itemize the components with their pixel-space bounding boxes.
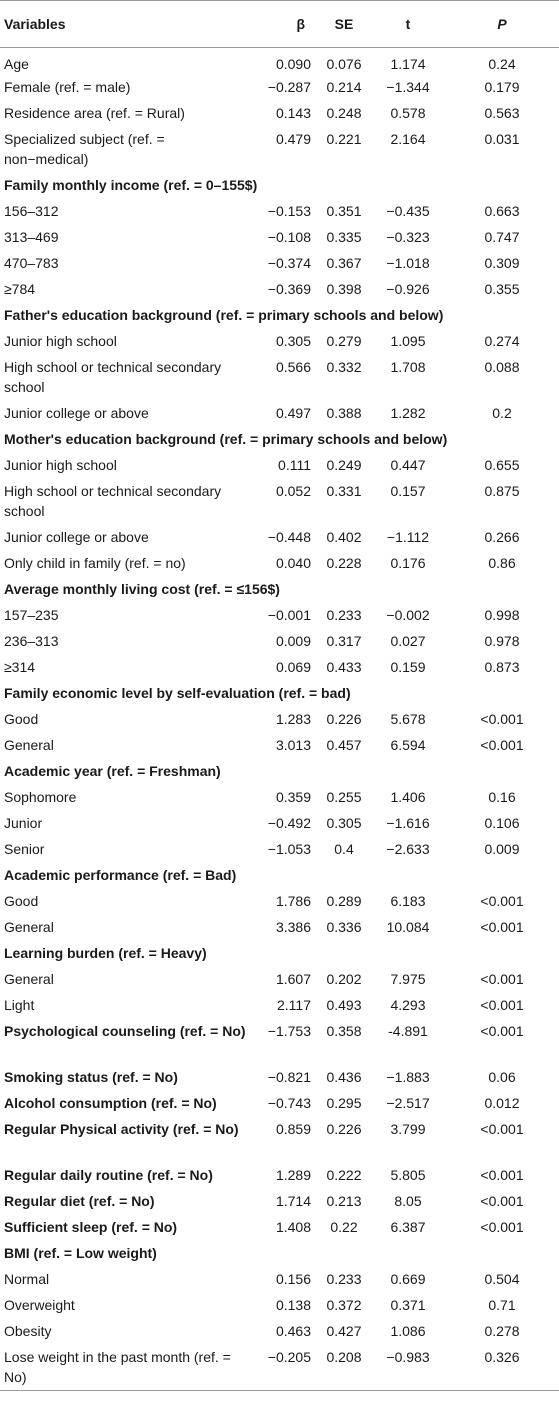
p-cell: 0.326	[445, 1344, 559, 1390]
table-row	[0, 966, 559, 992]
table-body	[0, 48, 559, 1391]
table-row	[0, 478, 559, 524]
p-cell: 0.309	[484, 255, 520, 271]
table-row	[0, 1318, 559, 1344]
p-cell: 0.747	[484, 229, 520, 245]
table-row	[0, 992, 559, 1018]
p-cell: <0.001	[480, 737, 524, 753]
p-cell: 0.998	[484, 607, 520, 623]
variable-cell: Senior	[4, 841, 45, 857]
p-cell: 0.873	[484, 659, 520, 675]
variable-cell: 470–783	[4, 255, 59, 271]
p-cell: <0.001	[480, 1121, 524, 1137]
header-row	[0, 1, 559, 48]
se-cell: 0.214	[326, 79, 362, 95]
p-cell: 0.106	[484, 815, 520, 831]
table-row	[0, 1292, 559, 1318]
beta-cell: 0.009	[275, 633, 311, 649]
t-cell: 0.159	[390, 659, 426, 675]
beta-cell: 1.283	[275, 711, 311, 727]
t-cell: 8.05	[394, 1193, 422, 1209]
p-cell: 0.663	[484, 203, 520, 219]
t-cell: −0.435	[386, 203, 430, 219]
p-cell: 0.655	[484, 457, 520, 473]
p-cell: 0.71	[488, 1297, 516, 1313]
t-cell: −2.633	[386, 841, 430, 857]
beta-cell: 0.859	[275, 1121, 311, 1137]
t-cell: 1.282	[390, 405, 426, 421]
section-row	[0, 940, 559, 966]
table-row	[0, 524, 559, 550]
t-cell: 0.669	[390, 1271, 426, 1287]
beta-cell: 1.786	[275, 893, 311, 909]
p-cell: 0.355	[484, 281, 520, 297]
variable-cell: Junior college or above	[4, 529, 149, 545]
t-cell: −2.517	[386, 1095, 430, 1111]
table-row	[0, 126, 559, 172]
t-cell: 1.086	[390, 1323, 426, 1339]
p-cell: 0.978	[484, 633, 520, 649]
se-cell: 0.351	[326, 203, 362, 219]
t-cell: 2.164	[390, 131, 426, 147]
beta-cell: −1.753	[267, 1023, 311, 1039]
table-row	[0, 836, 559, 862]
beta-cell: −0.287	[267, 79, 311, 95]
table-row	[0, 354, 559, 400]
variable-cell: ≥314	[4, 659, 36, 675]
section-row	[0, 172, 559, 198]
p-cell: 0.504	[484, 1271, 520, 1287]
t-cell: 5.805	[390, 1167, 426, 1183]
variable-cell: High school or technical secondary school	[4, 359, 222, 395]
beta-cell: 0.359	[275, 789, 311, 805]
p-cell: 0.2	[492, 405, 512, 421]
t-cell: 0.447	[390, 457, 426, 473]
t-cell: 7.975	[390, 971, 426, 987]
se-cell: 0.358	[326, 1023, 362, 1039]
table-row	[0, 74, 559, 100]
se-cell: 0.336	[326, 919, 362, 935]
table-row	[0, 810, 559, 836]
t-cell: −0.926	[386, 281, 430, 297]
se-cell: 0.317	[326, 633, 362, 649]
t-cell: 1.095	[390, 333, 426, 349]
p-cell: 0.16	[488, 789, 516, 805]
t-cell: −0.323	[386, 229, 430, 245]
se-cell: 0.388	[326, 405, 362, 421]
se-cell: 0.433	[326, 659, 362, 675]
beta-cell: 0.138	[275, 1297, 311, 1313]
p-cell: 0.179	[484, 79, 520, 95]
table-row	[0, 1188, 559, 1214]
beta-cell: 0.463	[275, 1323, 311, 1339]
section-label: Family monthly income (ref. = 0–155$)	[4, 177, 258, 193]
beta-cell: 2.117	[277, 997, 311, 1013]
table-row	[0, 328, 559, 354]
t-cell: 0.176	[390, 555, 426, 571]
table-row	[0, 1214, 559, 1240]
variable-cell: General	[4, 919, 54, 935]
beta-cell: −0.108	[267, 229, 311, 245]
se-cell: 0.202	[326, 971, 362, 987]
se-cell: 0.221	[326, 131, 362, 147]
table-row	[0, 732, 559, 758]
table-row	[0, 250, 559, 276]
t-cell: −1.018	[386, 255, 430, 271]
se-cell: 0.248	[326, 105, 362, 121]
variable-cell: Regular daily routine (ref. = No)	[4, 1167, 213, 1183]
se-cell: 0.208	[317, 1344, 371, 1390]
t-cell: 0.157	[390, 483, 426, 499]
t-cell: 0.027	[390, 633, 426, 649]
beta-cell: 3.013	[275, 737, 311, 753]
t-cell: −1.883	[386, 1069, 430, 1085]
t-cell: −1.112	[386, 529, 430, 545]
variable-cell: Light	[4, 997, 35, 1013]
se-cell: 0.233	[326, 1271, 362, 1287]
variable-cell: Smoking status (ref. = No)	[4, 1069, 178, 1085]
section-row	[0, 1240, 559, 1266]
table-row	[0, 706, 559, 732]
variable-cell: Residence area (ref. = Rural)	[4, 105, 185, 121]
section-label: Learning burden (ref. = Heavy)	[4, 945, 207, 961]
t-cell: 10.084	[386, 919, 430, 935]
section-label: Family economic level by self-evaluation (ref. = bad)	[4, 685, 351, 701]
se-cell: 0.402	[326, 529, 362, 545]
se-cell: 0.233	[326, 607, 362, 623]
beta-cell: 1.607	[275, 971, 311, 987]
header-variables: Variables	[0, 1, 250, 48]
se-cell: 0.279	[326, 333, 362, 349]
se-cell: 0.367	[326, 255, 362, 271]
p-cell: 0.031	[484, 131, 520, 147]
beta-cell: 0.479	[275, 131, 311, 147]
p-cell: <0.001	[480, 893, 524, 909]
p-cell: <0.001	[480, 919, 524, 935]
beta-cell: −0.743	[267, 1095, 311, 1111]
beta-cell: 0.566	[275, 359, 311, 375]
se-cell: 0.332	[326, 359, 362, 375]
variable-cell: 236–313	[4, 633, 59, 649]
variable-cell: Regular Physical activity (ref. = No)	[4, 1121, 239, 1137]
variable-cell: Age	[4, 56, 29, 72]
beta-cell: 0.156	[275, 1271, 311, 1287]
variable-cell: Alcohol consumption (ref. = No)	[4, 1095, 217, 1111]
t-cell: 6.594	[390, 737, 426, 753]
variable-cell: 313–469	[4, 229, 59, 245]
se-cell: 0.436	[326, 1069, 362, 1085]
section-row	[0, 426, 559, 452]
t-cell: -4.891	[388, 1023, 428, 1039]
se-cell: 0.295	[326, 1095, 362, 1111]
p-cell: <0.001	[480, 997, 524, 1013]
variable-cell: General	[4, 971, 54, 987]
p-cell: 0.088	[484, 359, 520, 375]
t-cell: 6.387	[390, 1219, 426, 1235]
table-row	[0, 400, 559, 426]
table-row	[0, 452, 559, 478]
p-cell: 0.563	[484, 105, 520, 121]
se-cell: 0.22	[330, 1219, 358, 1235]
beta-cell: 0.090	[275, 56, 311, 72]
table-row	[0, 914, 559, 940]
se-cell: 0.335	[326, 229, 362, 245]
beta-cell: −0.369	[267, 281, 311, 297]
variable-cell: Only child in family (ref. = no)	[4, 555, 186, 571]
header-p: P	[445, 1, 559, 48]
table-row	[0, 198, 559, 224]
p-cell: 0.012	[484, 1095, 520, 1111]
t-cell: 3.799	[390, 1121, 426, 1137]
section-label: Father's education background (ref. = primary schools and below)	[4, 307, 444, 323]
t-cell: −0.002	[386, 607, 430, 623]
variable-cell: Psychological counseling (ref. = No)	[4, 1023, 246, 1039]
se-cell: 0.372	[326, 1297, 362, 1313]
header-beta: β	[250, 1, 317, 48]
beta-cell: 1.714	[275, 1193, 311, 1209]
beta-cell: 0.069	[275, 659, 311, 675]
beta-cell: −0.205	[250, 1344, 317, 1390]
beta-cell: −0.153	[267, 203, 311, 219]
table-row	[0, 1064, 559, 1090]
se-cell: 0.222	[326, 1167, 362, 1183]
section-row	[0, 576, 559, 602]
table-row	[0, 888, 559, 914]
section-row	[0, 680, 559, 706]
beta-cell: 0.143	[275, 105, 311, 121]
se-cell: 0.4	[334, 841, 354, 857]
se-cell: 0.076	[326, 56, 362, 72]
header-t: t	[371, 1, 445, 48]
table-row	[0, 628, 559, 654]
beta-cell: 0.040	[275, 555, 311, 571]
p-cell: 0.06	[488, 1069, 516, 1085]
variable-cell: Sufficient sleep (ref. = No)	[4, 1219, 178, 1235]
t-cell: 1.708	[390, 359, 426, 375]
se-cell: 0.213	[326, 1193, 362, 1209]
section-label: Mother's education background (ref. = primary schools and below)	[4, 431, 448, 447]
t-cell: −1.616	[386, 815, 430, 831]
variable-cell: Sophomore	[4, 789, 77, 805]
variable-cell: Lose weight in the past month (ref. = No)	[0, 1344, 250, 1390]
table-row	[0, 1344, 559, 1390]
table-row	[0, 550, 559, 576]
section-label: Academic year (ref. = Freshman)	[4, 763, 221, 779]
variable-cell: Junior high school	[4, 333, 117, 349]
t-cell: 1.406	[390, 789, 426, 805]
table-row	[0, 48, 559, 75]
beta-cell: −0.001	[267, 607, 311, 623]
table-row	[0, 224, 559, 250]
beta-cell: −0.492	[267, 815, 311, 831]
variable-cell: Junior	[4, 815, 43, 831]
p-cell: <0.001	[480, 1167, 524, 1183]
se-cell: 0.427	[326, 1323, 362, 1339]
p-cell: 0.266	[484, 529, 520, 545]
table-row	[0, 1162, 559, 1188]
variable-cell: 156–312	[4, 203, 59, 219]
section-label: Academic performance (ref. = Bad)	[4, 867, 237, 883]
variable-cell: Good	[4, 711, 39, 727]
table-row	[0, 784, 559, 810]
table-row	[0, 1116, 559, 1162]
se-cell: 0.493	[326, 997, 362, 1013]
beta-cell: −0.374	[267, 255, 311, 271]
p-cell: 0.24	[488, 56, 516, 72]
variable-cell: Junior college or above	[4, 405, 149, 421]
variable-cell: ≥784	[4, 281, 36, 297]
beta-cell: 0.111	[278, 457, 311, 473]
section-label: BMI (ref. = Low weight)	[4, 1245, 157, 1261]
t-cell: 5.678	[390, 711, 426, 727]
variable-cell: Specialized subject (ref. = non−medical)	[4, 131, 165, 167]
table-row	[0, 1018, 559, 1064]
se-cell: 0.228	[326, 555, 362, 571]
beta-cell: 0.305	[275, 333, 311, 349]
variable-cell: Overweight	[4, 1297, 75, 1313]
p-cell: <0.001	[480, 971, 524, 987]
p-cell: 0.86	[488, 555, 516, 571]
table-row	[0, 602, 559, 628]
table-row	[0, 276, 559, 302]
table-row	[0, 100, 559, 126]
variable-cell: General	[4, 737, 54, 753]
p-cell: <0.001	[480, 1023, 524, 1039]
beta-cell: −0.821	[267, 1069, 311, 1085]
se-cell: 0.457	[326, 737, 362, 753]
se-cell: 0.249	[326, 457, 362, 473]
variable-cell: Regular diet (ref. = No)	[4, 1193, 155, 1209]
variable-cell: 157–235	[4, 607, 59, 623]
se-cell: 0.255	[326, 789, 362, 805]
p-cell: <0.001	[480, 1219, 524, 1235]
beta-cell: 0.497	[275, 405, 311, 421]
variable-cell: Normal	[4, 1271, 50, 1287]
t-cell: 4.293	[390, 997, 426, 1013]
p-cell: 0.875	[484, 483, 520, 499]
section-label: Average monthly living cost (ref. = ≤156$)	[4, 581, 280, 597]
table-row	[0, 654, 559, 680]
p-cell: 0.278	[484, 1323, 520, 1339]
se-cell: 0.226	[326, 1121, 362, 1137]
p-cell: 0.009	[484, 841, 520, 857]
beta-cell: −1.053	[267, 841, 311, 857]
beta-cell: −0.448	[267, 529, 311, 545]
beta-cell: 0.052	[275, 483, 311, 499]
header-se: SE	[317, 1, 371, 48]
section-row	[0, 862, 559, 888]
variable-cell: Female (ref. = male)	[4, 79, 131, 95]
t-cell: 6.183	[390, 893, 426, 909]
p-cell: <0.001	[480, 1193, 524, 1209]
p-cell: <0.001	[480, 711, 524, 727]
t-cell: 0.578	[390, 105, 426, 121]
section-row	[0, 758, 559, 784]
t-cell: −0.983	[371, 1344, 445, 1390]
section-row	[0, 302, 559, 328]
variable-cell: Obesity	[4, 1323, 52, 1339]
beta-cell: 1.289	[275, 1167, 311, 1183]
t-cell: −1.344	[386, 79, 430, 95]
se-cell: 0.226	[326, 711, 362, 727]
table-row	[0, 1090, 559, 1116]
table-row	[0, 1266, 559, 1292]
variable-cell: Good	[4, 893, 39, 909]
se-cell: 0.305	[326, 815, 362, 831]
beta-cell: 1.408	[275, 1219, 311, 1235]
t-cell: 1.174	[390, 56, 426, 72]
variable-cell: Junior high school	[4, 457, 117, 473]
se-cell: 0.398	[326, 281, 362, 297]
beta-cell: 3.386	[275, 919, 311, 935]
t-cell: 0.371	[390, 1297, 426, 1313]
se-cell: 0.289	[326, 893, 362, 909]
p-cell: 0.274	[484, 333, 520, 349]
se-cell: 0.331	[326, 483, 362, 499]
variable-cell: High school or technical secondary school	[4, 483, 222, 519]
